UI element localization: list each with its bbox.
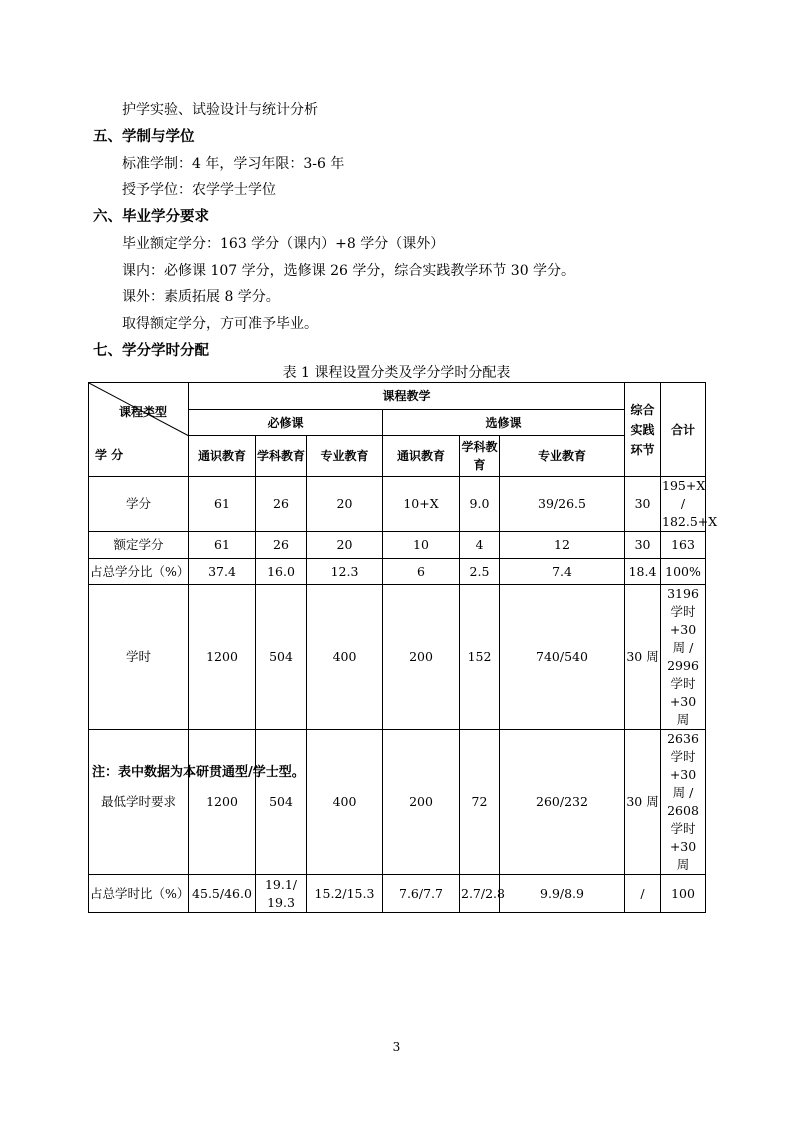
table-cell: 61: [189, 532, 256, 559]
table-cell: 200: [383, 730, 460, 875]
table-cell: 152: [460, 585, 500, 730]
table-cell: 1200: [189, 730, 256, 875]
table-row: [89, 477, 706, 532]
table-cell: 30: [625, 477, 661, 532]
table-cell: 30 周: [625, 585, 661, 730]
table-cell: 400: [307, 585, 383, 730]
table-row: [89, 532, 706, 559]
table-cell: 504: [256, 730, 307, 875]
table-cell: 15.2/15.3: [307, 875, 383, 913]
table-cell: 20: [307, 477, 383, 532]
table-cell: 163: [661, 532, 706, 559]
table-cell: 18.4: [625, 559, 661, 585]
table-cell: 9.0: [460, 477, 500, 532]
table-cell: 740/540: [500, 585, 625, 730]
header-required-major: 专业教育: [307, 436, 383, 477]
table-cell: 100: [661, 875, 706, 913]
body-line-degree: 授予学位：农学学士学位: [122, 182, 276, 198]
table-cell: 20: [307, 532, 383, 559]
section-heading-6: 六、毕业学分要求: [93, 209, 209, 225]
table-cell: 9.9/8.9: [500, 875, 625, 913]
table-cell: 400: [307, 730, 383, 875]
table-cell: 2636 学时 +30 周 / 2608 学时 +30 周: [661, 730, 706, 875]
body-line-credits-in-class: 课内：必修课 107 学分，选修课 26 学分，综合实践教学环节 30 学分。: [122, 263, 576, 279]
table-caption: 表 1 课程设置分类及学分学时分配表: [282, 365, 511, 381]
table-cell: 61: [189, 477, 256, 532]
table-note: 注：表中数据为本研贯通型/学士型。: [92, 765, 305, 780]
header-elective-major: 专业教育: [500, 436, 625, 477]
row-label: 额定学分: [89, 532, 189, 559]
row-label: 占总学时比（%）: [89, 875, 189, 913]
table-cell: 2.5: [460, 559, 500, 585]
header-practice: 综合实践环节: [625, 383, 661, 477]
table-cell: 2.7/2.8: [460, 875, 500, 913]
row-label: 学时: [89, 585, 189, 730]
table-cell: 16.0: [256, 559, 307, 585]
header-elective: 选修课: [383, 410, 625, 436]
table-cell: 504: [256, 585, 307, 730]
corner-label-course-type: 课程类型: [119, 405, 168, 419]
header-elective-discipline: 学科教育: [460, 436, 500, 477]
table-corner-cell: [89, 383, 189, 477]
table-cell: 10+X: [383, 477, 460, 532]
table-cell: 4: [460, 532, 500, 559]
table-row: [89, 730, 706, 875]
table-cell: 72: [460, 730, 500, 875]
body-line-duration: 标准学制：4 年，学习年限：3-6 年: [122, 156, 345, 172]
corner-label-credit: 学 分: [95, 448, 124, 462]
table-cell: 200: [383, 585, 460, 730]
header-required: 必修课: [189, 410, 383, 436]
table-cell: 260/232: [500, 730, 625, 875]
table-cell: 30: [625, 532, 661, 559]
table-cell: 45.5/46.0: [189, 875, 256, 913]
header-total: 合计: [661, 383, 706, 477]
table-row: [89, 585, 706, 730]
header-required-discipline: 学科教育: [256, 436, 307, 477]
table-row: [89, 875, 706, 913]
page-number: 3: [392, 1040, 401, 1054]
table-row: [89, 559, 706, 585]
section-heading-7: 七、学分学时分配: [93, 343, 209, 359]
table-cell: 12.3: [307, 559, 383, 585]
header-required-general: 通识教育: [189, 436, 256, 477]
table-cell: 1200: [189, 585, 256, 730]
row-label: 占总学分比（%）: [89, 559, 189, 585]
table-cell: 100%: [661, 559, 706, 585]
row-label: 学分: [89, 477, 189, 532]
table-cell: 7.6/7.7: [383, 875, 460, 913]
table-cell: 19.1/ 19.3: [256, 875, 307, 913]
body-line-graduation: 取得额定学分，方可准予毕业。: [122, 316, 318, 332]
table-cell: 10: [383, 532, 460, 559]
body-line-credits-extra: 课外：素质拓展 8 学分。: [122, 289, 280, 305]
table-cell: 37.4: [189, 559, 256, 585]
table-cell: 26: [256, 477, 307, 532]
table-cell: 39/26.5: [500, 477, 625, 532]
header-course-teaching: 课程教学: [189, 383, 625, 410]
table-cell: 195+X / 182.5+X: [661, 477, 706, 532]
body-line-credits-total: 毕业额定学分：163 学分（课内）+8 学分（课外）: [122, 236, 445, 252]
table-cell: 7.4: [500, 559, 625, 585]
body-line-continuation: 护学实验、试验设计与统计分析: [122, 102, 318, 118]
table-cell: /: [625, 875, 661, 913]
table-cell: 6: [383, 559, 460, 585]
row-label: 最低学时要求: [89, 730, 189, 875]
table-cell: 26: [256, 532, 307, 559]
table-cell: 3196 学时 +30 周 / 2996 学时 +30 周: [661, 585, 706, 730]
section-heading-5: 五、学制与学位: [93, 129, 195, 145]
header-elective-general: 通识教育: [383, 436, 460, 477]
table-cell: 12: [500, 532, 625, 559]
table-cell: 30 周: [625, 730, 661, 875]
credit-hours-table: [88, 382, 718, 913]
